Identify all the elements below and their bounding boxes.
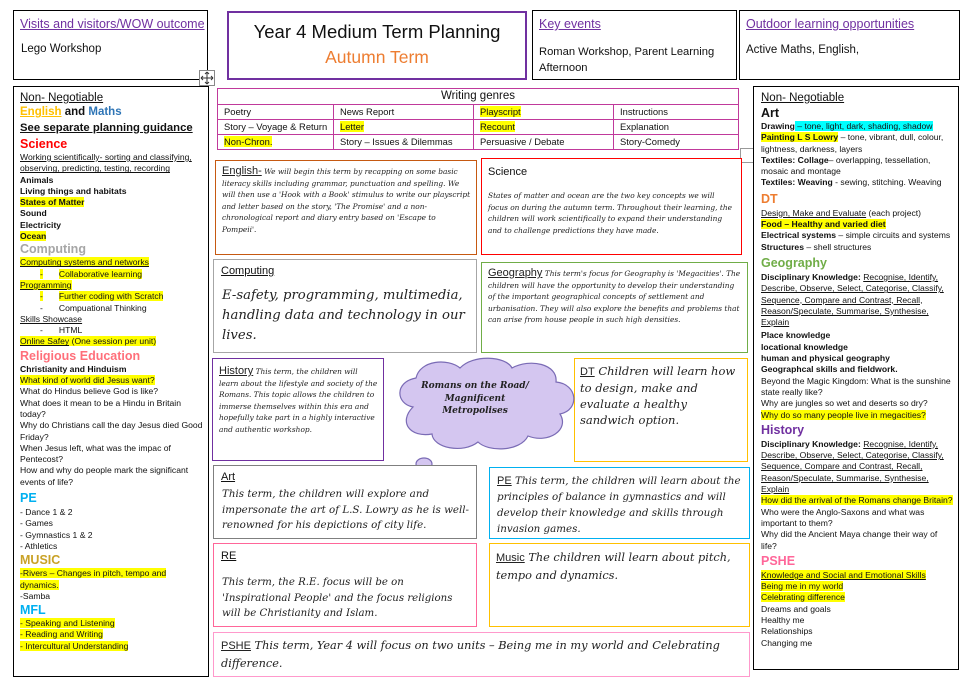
topic-cloud-text: Romans on the Road/ Magnificent Metropolises bbox=[421, 381, 529, 416]
computing-item: Compuational Thinking bbox=[58, 302, 147, 313]
pshe-title: PSHE bbox=[761, 553, 796, 568]
pe-text: This term, the children will learn about the principles of balance in gymnastics and will develop their knowledge and skills through invasion games. bbox=[497, 475, 741, 535]
geo-dk-word: Describe, Observe, Select, Categorise, Classify, bbox=[761, 283, 944, 294]
computing-box bbox=[213, 259, 477, 353]
re-line: When Jesus left, what was the impac of bbox=[20, 442, 171, 453]
computing-item: Programming bbox=[20, 279, 72, 290]
music-line: dynamics. bbox=[20, 579, 59, 590]
pshe-line: Changing me bbox=[761, 637, 813, 648]
genres-row bbox=[218, 119, 738, 134]
pe-box bbox=[489, 467, 750, 539]
genre-label: News Report bbox=[340, 106, 395, 117]
genre-label: Story – Issues & Dilemmas bbox=[340, 136, 453, 147]
music-title: MUSIC bbox=[20, 553, 61, 568]
pe-line: - Gymnastics 1 & 2 bbox=[20, 529, 93, 540]
re-line: What do Hindus believe God is like? bbox=[20, 386, 159, 397]
art-text: This term, the children will explore and impersonate the art of L.S. Lowry as he is well-renowned for his depictions of city life. bbox=[222, 488, 470, 531]
re-label: RE bbox=[221, 550, 237, 562]
dt-label: DT bbox=[580, 366, 595, 378]
hist-question: Who were the Anglo-Saxons and what was bbox=[761, 506, 925, 517]
dt-box bbox=[574, 358, 748, 462]
geo-question: Why are jungles so wet and deserts so dry? bbox=[761, 398, 928, 409]
english-text: We will begin this term by recapping on some basic literacy skills including grammar, punctuation and spelling. We will then use a 'Hook with a Book' stimulus to write our playscript and letter based on the story, 'The Promise' and a non-chronological report and diary entry based on 'Escape to Pompeii'. bbox=[222, 167, 471, 234]
dt-text: Children will learn how to design, make and evaluate a healthy sandwich option. bbox=[580, 364, 736, 427]
history-box bbox=[212, 358, 384, 461]
dt-line: Structures bbox=[761, 241, 804, 252]
art-textiles-more: mosaic and montage bbox=[761, 166, 841, 177]
genre-cell bbox=[473, 135, 613, 149]
genre-cell bbox=[613, 135, 738, 149]
history-text: This term, the children will learn about the lifestyle and society of the Romans. This topic allows the children to immerse themselves within this era and hopefully take part in a highly interactive and authentic workshop. bbox=[219, 367, 378, 434]
english-label: English- bbox=[222, 165, 262, 177]
bullet: - bbox=[40, 291, 43, 302]
geo-dk-label: Disciplinary Knowledge: bbox=[761, 271, 864, 282]
left-nn-heading: Non- Negotiable bbox=[20, 92, 104, 104]
science-label: Science bbox=[488, 166, 528, 178]
geography-title: Geography bbox=[761, 255, 827, 270]
outdoor-box bbox=[739, 10, 960, 80]
science-line-1: Working scientifically- sorting and classifying, bbox=[20, 152, 192, 162]
term-title: Autumn Term bbox=[325, 47, 429, 67]
genre-label: Letter bbox=[340, 121, 364, 132]
computing-item: HTML bbox=[58, 325, 83, 336]
pe-line: - Athletics bbox=[20, 540, 58, 551]
outdoor-body: Active Maths, English, bbox=[746, 44, 860, 56]
history-label: History bbox=[219, 365, 254, 377]
art-box bbox=[213, 465, 477, 539]
re-box bbox=[213, 543, 477, 627]
genres-heading: Writing genres bbox=[441, 90, 515, 102]
music-label: Music bbox=[496, 552, 525, 564]
pshe-highlight: Knowledge and Social and Emotional Skills bbox=[761, 569, 926, 580]
geo-dk-word: Sequence, Compare and Contrast, Recall, bbox=[761, 294, 923, 305]
art-textiles-label: Textiles: Collage bbox=[761, 154, 829, 165]
science-topic: Electricity bbox=[20, 219, 62, 230]
science-topic: Sound bbox=[20, 208, 47, 219]
hist-question-highlight: How did the arrival of the Romans change Britain? bbox=[761, 495, 953, 506]
genre-label: Story – Voyage & Return bbox=[224, 121, 328, 132]
bullet: - bbox=[40, 325, 43, 336]
hist-dk-word: Sequence, Compare and Contrast, Recall, bbox=[761, 461, 923, 472]
science-title: Science bbox=[20, 137, 68, 151]
genre-cell bbox=[613, 120, 738, 134]
genre-label: Poetry bbox=[224, 106, 252, 117]
pshe-label: PSHE bbox=[221, 640, 251, 652]
dt-line: Design, Make and Evaluate bbox=[761, 207, 867, 218]
hist-dk-word: Describe, Observe, Select, Categorise, Classify, bbox=[761, 450, 944, 461]
genre-label: Story-Comedy bbox=[620, 136, 680, 147]
genres-grid bbox=[218, 104, 738, 149]
pshe-line: Dreams and goals bbox=[761, 603, 831, 614]
geo-bold: Geographcal skills and fieldwork. bbox=[761, 364, 898, 375]
pe-title: PE bbox=[20, 491, 37, 506]
computing-item: Computing systems and networks bbox=[20, 257, 149, 268]
hist-dk-word: Recognise, Identify, bbox=[863, 438, 939, 449]
music-line: -Samba bbox=[20, 590, 51, 601]
genre-label: Instructions bbox=[620, 106, 668, 117]
visits-heading: Visits and visitors/WOW outcome bbox=[20, 17, 205, 31]
re-line: Friday? bbox=[20, 431, 49, 442]
art-weaving-label: Textiles: Weaving bbox=[761, 177, 833, 188]
genre-cell bbox=[613, 105, 738, 119]
move-handle-icon[interactable] bbox=[199, 70, 215, 86]
music-text: The children will learn about pitch, tempo and dynamics. bbox=[496, 551, 731, 582]
genre-label: Recount bbox=[480, 121, 515, 132]
pshe-highlight: Celebrating difference bbox=[761, 592, 845, 603]
geo-question-highlight: Why do so many people live in megacities? bbox=[761, 409, 926, 420]
geo-dk-word: Explain bbox=[761, 317, 790, 328]
music-line: -Rivers – Changes in pitch, tempo and bbox=[20, 568, 167, 579]
genres-row bbox=[218, 134, 738, 149]
science-topic: Ocean bbox=[20, 231, 47, 242]
mfl-line: - Speaking and Listening bbox=[20, 618, 115, 629]
genre-cell bbox=[473, 105, 613, 119]
genre-cell bbox=[333, 120, 473, 134]
hist-dk-label: Disciplinary Knowledge: bbox=[761, 438, 864, 449]
genre-cell bbox=[333, 105, 473, 119]
events-box bbox=[532, 10, 737, 80]
geo-question: state really like? bbox=[761, 386, 823, 397]
english-box bbox=[215, 160, 477, 255]
re-text: This term, the R.E. focus will be on 'Inspirational People' and the focus religions will be Christianity and Islam. bbox=[222, 577, 453, 619]
computing-item: Skills Showcase bbox=[20, 313, 83, 324]
geography-text: This term's focus for Geography is 'Megacities'. The children will have the opportunity to develop their understanding of the important geographical concepts of settlement and urbanisation. They will also explore the benefits and problems that can arise from house people in such high densities. bbox=[488, 269, 741, 324]
re-line: What does it mean to be a Hindu in Britain bbox=[20, 397, 181, 408]
computing-title: Computing bbox=[20, 242, 86, 257]
re-line: Pentecost? bbox=[20, 454, 63, 465]
maths-label: Maths bbox=[88, 106, 122, 118]
geography-label: Geography bbox=[488, 267, 543, 279]
computing-item: Collaborative learning bbox=[58, 268, 142, 279]
art-label: Art bbox=[221, 471, 236, 483]
genre-label: Playscript bbox=[480, 106, 521, 117]
science-box bbox=[481, 158, 742, 255]
re-line: Why do Christians call the day Jesus died Good bbox=[20, 420, 203, 431]
hist-dk-word: Explain bbox=[761, 484, 790, 495]
re-line: today? bbox=[20, 408, 46, 419]
english-maths-line bbox=[20, 105, 208, 120]
bullet: - bbox=[40, 268, 43, 279]
computing-item: (One session per unit) bbox=[69, 336, 157, 347]
pe-label: PE bbox=[497, 475, 512, 487]
pshe-box bbox=[213, 632, 750, 677]
science-text: States of matter and ocean are the two key concepts we will focus on during the autumn term. Throughout their learning, the children will work scientifically to expand their understanding and to challenge predictions they have made. bbox=[488, 191, 732, 235]
geo-dk-word: Recognise, Identify, bbox=[863, 271, 939, 282]
re-line: events of life? bbox=[20, 476, 74, 487]
genres-row bbox=[218, 104, 738, 119]
art-weaving-text: - sewing, stitching. Weaving bbox=[832, 177, 942, 188]
writing-genres-table bbox=[217, 88, 739, 150]
music-box bbox=[489, 543, 750, 627]
computing-item: Further coding with Scratch bbox=[58, 291, 164, 302]
hist-question: life? bbox=[761, 540, 777, 551]
pshe-highlight: Being me in my world bbox=[761, 581, 844, 592]
geo-dk-word: Reason/Speculate, Summarise, Synthesise, bbox=[761, 305, 929, 316]
english-label: English bbox=[20, 106, 62, 118]
dt-line-suffix: (each project) bbox=[866, 207, 922, 218]
right-nn-heading: Non- Negotiable bbox=[761, 92, 845, 104]
computing-label: Computing bbox=[221, 265, 275, 277]
dt-line-suffix: – simple circuits and systems bbox=[836, 230, 951, 241]
pe-line: - Dance 1 & 2 bbox=[20, 507, 73, 518]
mfl-title: MFL bbox=[20, 603, 46, 618]
guidance-label: See separate planning guidance bbox=[20, 122, 193, 134]
re-title: Religious Education bbox=[20, 348, 141, 363]
computing-text: E-safety, programming, multimedia, handling data and technology in our lives. bbox=[222, 288, 465, 343]
hist-dk-word: Reason/Speculate, Summarise, Synthesise, bbox=[761, 472, 929, 483]
mfl-line: - Reading and Writing bbox=[20, 629, 103, 640]
re-line: How and why do people mark the significant bbox=[20, 465, 189, 476]
re-line: Christianity and Hinduism bbox=[20, 363, 127, 374]
geography-box bbox=[481, 262, 748, 353]
re-line: What kind of world did Jesus want? bbox=[20, 375, 155, 386]
dt-line-suffix: – shell structures bbox=[803, 241, 872, 252]
events-body: Roman Workshop, Parent Learning Afternoon bbox=[539, 46, 715, 74]
genre-label: Non-Chron. bbox=[224, 136, 273, 147]
events-heading: Key events bbox=[539, 17, 601, 31]
genre-cell bbox=[333, 135, 473, 149]
computing-item: Online Safey bbox=[20, 336, 70, 347]
pe-line: - Games bbox=[20, 518, 53, 529]
dt-line: Electrical systems bbox=[761, 230, 837, 241]
art-painting-more: lightness, darkness, layers bbox=[761, 143, 863, 154]
pshe-line: Healthy me bbox=[761, 614, 805, 625]
genre-cell bbox=[218, 105, 333, 119]
outdoor-heading: Outdoor learning opportunities bbox=[746, 17, 915, 31]
right-non-negotiable bbox=[753, 86, 959, 670]
page-title: Year 4 Medium Term Planning bbox=[253, 21, 501, 42]
art-painting-text: – tone, vibrant, dull, colour, bbox=[838, 132, 944, 143]
art-drawing-text: – tone, light, dark, shading, shadow bbox=[794, 121, 933, 131]
hist-question: Why did the Ancient Maya change their way of bbox=[761, 529, 938, 540]
mfl-line: - Intercultural Understanding bbox=[20, 640, 129, 651]
genre-cell bbox=[218, 135, 333, 149]
bullet: - bbox=[40, 302, 43, 313]
genre-cell bbox=[218, 120, 333, 134]
pshe-line: Relationships bbox=[761, 626, 813, 637]
hist-question: important to them? bbox=[761, 517, 833, 528]
science-line-2: observing, predicting, testing, recording bbox=[20, 163, 170, 174]
geo-bold: locational knowledge bbox=[761, 341, 848, 352]
and-label: and bbox=[61, 106, 89, 118]
science-topic: Living things and habitats bbox=[20, 185, 127, 196]
art-title: Art bbox=[761, 106, 780, 120]
science-topic: States of Matter bbox=[20, 197, 85, 208]
dt-line: Food – Healthy and varied diet bbox=[761, 219, 886, 230]
geo-bold: Place knowledge bbox=[761, 330, 831, 341]
visits-box bbox=[13, 10, 208, 80]
history-title: History bbox=[761, 422, 805, 437]
geo-question: Beyond the Magic Kingdom: What is the sunshine bbox=[761, 375, 951, 386]
pshe-text: This term, Year 4 will focus on two units – Being me in my world and Celebrating difference. bbox=[221, 639, 720, 670]
title-box bbox=[227, 11, 527, 80]
dt-title: DT bbox=[761, 191, 778, 206]
left-non-negotiable bbox=[13, 86, 209, 677]
genre-label: Explanation bbox=[620, 121, 669, 132]
art-drawing-label: Drawing bbox=[761, 121, 795, 131]
genre-label: Persuasive / Debate bbox=[480, 136, 565, 147]
geo-bold: human and physical geography bbox=[761, 353, 890, 364]
science-topic: Animals bbox=[20, 174, 54, 185]
art-textiles-text: – overlapping, tessellation, bbox=[828, 154, 931, 165]
genre-cell bbox=[473, 120, 613, 134]
visits-body: Lego Workshop bbox=[21, 43, 102, 55]
art-painting-label: Painting L S Lowry bbox=[761, 132, 839, 143]
